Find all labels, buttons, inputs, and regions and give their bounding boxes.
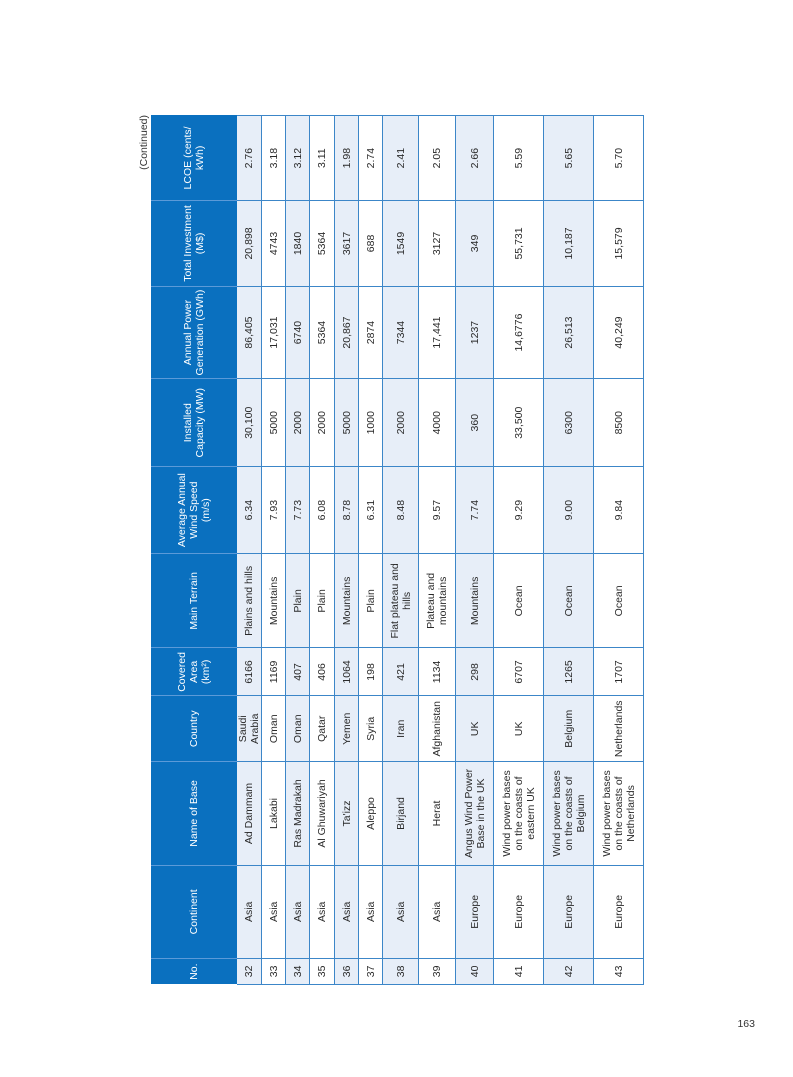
cell-country: Netherlands: [594, 696, 644, 762]
cell-name: Ad Dammam: [237, 762, 262, 866]
cell-area: 421: [383, 648, 419, 696]
cell-generation: 20,867: [335, 286, 359, 379]
cell-capacity: 2000: [383, 379, 419, 466]
cell-continent: Europe: [594, 865, 644, 958]
table-row: [286, 116, 310, 985]
cell-generation: 40,249: [594, 286, 644, 379]
cell-name: Wind power bases on the coasts of Netherlands: [594, 762, 644, 866]
cell-continent: Asia: [359, 865, 383, 958]
cell-no: 41: [494, 958, 544, 984]
cell-area: 198: [359, 648, 383, 696]
cell-generation: 14,6776: [494, 286, 544, 379]
cell-generation: 26,513: [544, 286, 594, 379]
table-row: [544, 116, 594, 985]
wind-base-table: [151, 115, 644, 985]
cell-continent: Europe: [456, 865, 494, 958]
cell-name: Al Ghuwariyah: [310, 762, 335, 866]
cell-lcoe: 1.98: [335, 116, 359, 201]
cell-no: 43: [594, 958, 644, 984]
cell-continent: Europe: [544, 865, 594, 958]
cell-continent: Asia: [335, 865, 359, 958]
cell-speed: 9.00: [544, 466, 594, 553]
cell-terrain: Plateau and mountains: [419, 554, 456, 648]
cell-lcoe: 2.76: [237, 116, 262, 201]
table-row: [262, 116, 286, 985]
cell-investment: 1549: [383, 201, 419, 286]
cell-area: 1134: [419, 648, 456, 696]
cell-no: 40: [456, 958, 494, 984]
cell-area: 6166: [237, 648, 262, 696]
cell-continent: Asia: [237, 865, 262, 958]
cell-terrain: Ocean: [544, 554, 594, 648]
cell-country: Oman: [262, 696, 286, 762]
cell-capacity: 4000: [419, 379, 456, 466]
cell-generation: 6740: [286, 286, 310, 379]
cell-speed: 8.48: [383, 466, 419, 553]
cell-continent: Asia: [419, 865, 456, 958]
cell-name: Angus Wind Power Base in the UK: [456, 762, 494, 866]
cell-capacity: 30,100: [237, 379, 262, 466]
cell-capacity: 1000: [359, 379, 383, 466]
cell-lcoe: 5.65: [544, 116, 594, 201]
cell-area: 298: [456, 648, 494, 696]
cell-name: Lakabi: [262, 762, 286, 866]
cell-area: 1265: [544, 648, 594, 696]
cell-investment: 688: [359, 201, 383, 286]
cell-capacity: 2000: [286, 379, 310, 466]
cell-speed: 9.57: [419, 466, 456, 553]
header-no: No.: [151, 958, 237, 984]
cell-terrain: Flat plateau and hills: [383, 554, 419, 648]
cell-lcoe: 5.59: [494, 116, 544, 201]
cell-no: 33: [262, 958, 286, 984]
cell-terrain: Mountains: [262, 554, 286, 648]
table-row: [494, 116, 544, 985]
table-row: [335, 116, 359, 985]
header-row: [151, 116, 237, 985]
header-total-investment: Total Investment (M$): [151, 201, 237, 286]
cell-terrain: Mountains: [335, 554, 359, 648]
cell-no: 37: [359, 958, 383, 984]
cell-terrain: Ocean: [594, 554, 644, 648]
table-row: [383, 116, 419, 985]
rotated-table-block: [138, 115, 671, 985]
cell-lcoe: 2.74: [359, 116, 383, 201]
cell-speed: 7.73: [286, 466, 310, 553]
cell-no: 34: [286, 958, 310, 984]
cell-lcoe: 3.12: [286, 116, 310, 201]
cell-investment: 349: [456, 201, 494, 286]
cell-capacity: 6300: [544, 379, 594, 466]
cell-country: Yemen: [335, 696, 359, 762]
cell-country: Oman: [286, 696, 310, 762]
cell-continent: Europe: [494, 865, 544, 958]
cell-country: Iran: [383, 696, 419, 762]
cell-name: Aleppo: [359, 762, 383, 866]
cell-area: 407: [286, 648, 310, 696]
cell-country: Belgium: [544, 696, 594, 762]
table-row: [359, 116, 383, 985]
cell-name: Wind power bases on the coasts of eastern UK: [494, 762, 544, 866]
page-number: 163: [737, 1018, 755, 1030]
cell-investment: 4743: [262, 201, 286, 286]
cell-lcoe: 3.18: [262, 116, 286, 201]
cell-country: Syria: [359, 696, 383, 762]
cell-continent: Asia: [262, 865, 286, 958]
cell-terrain: Plain: [286, 554, 310, 648]
cell-no: 39: [419, 958, 456, 984]
cell-generation: 17,031: [262, 286, 286, 379]
cell-capacity: 2000: [310, 379, 335, 466]
header-continent: Continent: [151, 865, 237, 958]
cell-investment: 3617: [335, 201, 359, 286]
cell-terrain: Plain: [310, 554, 335, 648]
cell-capacity: 33,500: [494, 379, 544, 466]
table-row: [419, 116, 456, 985]
cell-continent: Asia: [383, 865, 419, 958]
cell-investment: 3127: [419, 201, 456, 286]
cell-generation: 2874: [359, 286, 383, 379]
cell-no: 42: [544, 958, 594, 984]
header-covered-area: Covered Area (km²): [151, 648, 237, 696]
cell-capacity: 5000: [335, 379, 359, 466]
cell-area: 1707: [594, 648, 644, 696]
cell-investment: 15,579: [594, 201, 644, 286]
table-row: [456, 116, 494, 985]
cell-capacity: 360: [456, 379, 494, 466]
header-lcoe: LCOE (cents/ kWh): [151, 116, 237, 201]
cell-lcoe: 5.70: [594, 116, 644, 201]
cell-area: 406: [310, 648, 335, 696]
header-annual-generation: Annual Power Generation (GWh): [151, 286, 237, 379]
cell-generation: 86,405: [237, 286, 262, 379]
cell-terrain: Plain: [359, 554, 383, 648]
cell-investment: 5364: [310, 201, 335, 286]
cell-generation: 7344: [383, 286, 419, 379]
cell-speed: 6.34: [237, 466, 262, 553]
continued-label: (Continued): [138, 115, 150, 170]
header-wind-speed: Average Annual Wind Speed (m/s): [151, 466, 237, 553]
cell-country: Afghanistan: [419, 696, 456, 762]
cell-name: Ta'izz: [335, 762, 359, 866]
cell-country: UK: [494, 696, 544, 762]
cell-name: Ras Madrakah: [286, 762, 310, 866]
table-row: [594, 116, 644, 985]
header-country: Country: [151, 696, 237, 762]
cell-investment: 55,731: [494, 201, 544, 286]
cell-speed: 7.93: [262, 466, 286, 553]
cell-terrain: Ocean: [494, 554, 544, 648]
cell-name: Wind power bases on the coasts of Belgium: [544, 762, 594, 866]
cell-speed: 9.84: [594, 466, 644, 553]
cell-generation: 17,441: [419, 286, 456, 379]
cell-speed: 8.78: [335, 466, 359, 553]
header-name-of-base: Name of Base: [151, 762, 237, 866]
cell-no: 36: [335, 958, 359, 984]
cell-country: UK: [456, 696, 494, 762]
table-row: [310, 116, 335, 985]
cell-capacity: 5000: [262, 379, 286, 466]
header-main-terrain: Main Terrain: [151, 554, 237, 648]
cell-area: 1064: [335, 648, 359, 696]
cell-lcoe: 3.11: [310, 116, 335, 201]
cell-lcoe: 2.05: [419, 116, 456, 201]
cell-no: 35: [310, 958, 335, 984]
cell-name: Birjand: [383, 762, 419, 866]
cell-lcoe: 2.66: [456, 116, 494, 201]
cell-generation: 5364: [310, 286, 335, 379]
cell-country: Saudi Arabia: [237, 696, 262, 762]
header-installed-capacity: Installed Capacity (MW): [151, 379, 237, 466]
cell-continent: Asia: [286, 865, 310, 958]
cell-terrain: Plains and hills: [237, 554, 262, 648]
cell-country: Qatar: [310, 696, 335, 762]
cell-speed: 7.74: [456, 466, 494, 553]
cell-area: 1169: [262, 648, 286, 696]
cell-investment: 20,898: [237, 201, 262, 286]
cell-investment: 10,187: [544, 201, 594, 286]
cell-lcoe: 2.41: [383, 116, 419, 201]
cell-investment: 1840: [286, 201, 310, 286]
cell-generation: 1237: [456, 286, 494, 379]
cell-speed: 9.29: [494, 466, 544, 553]
cell-continent: Asia: [310, 865, 335, 958]
cell-terrain: Mountains: [456, 554, 494, 648]
cell-speed: 6.08: [310, 466, 335, 553]
cell-name: Herat: [419, 762, 456, 866]
cell-speed: 6.31: [359, 466, 383, 553]
cell-no: 38: [383, 958, 419, 984]
cell-no: 32: [237, 958, 262, 984]
cell-area: 6707: [494, 648, 544, 696]
cell-capacity: 8500: [594, 379, 644, 466]
table-row: [237, 116, 262, 985]
